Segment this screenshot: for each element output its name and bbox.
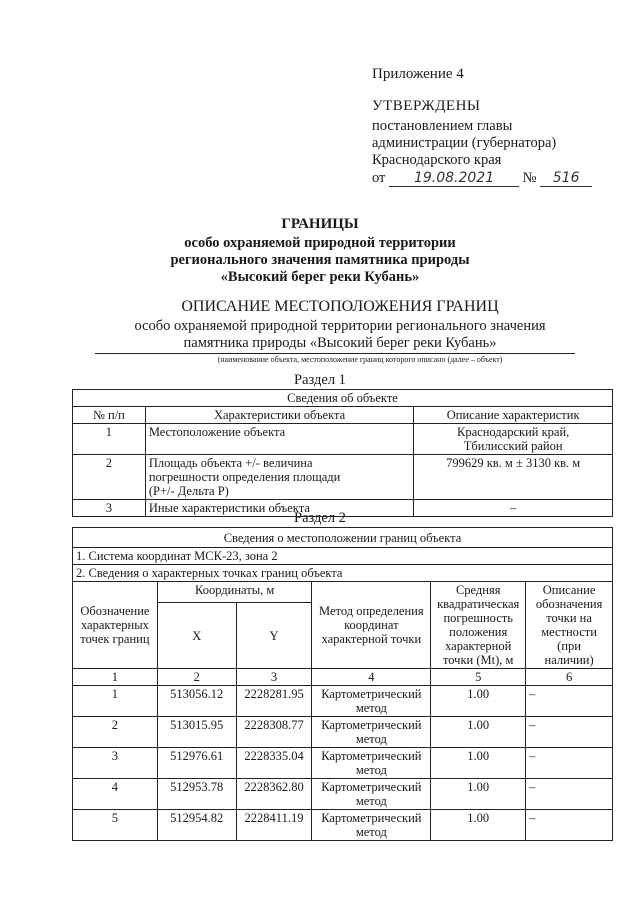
point-number: 3 xyxy=(73,748,158,779)
table-row xyxy=(73,717,613,748)
col-header-description: Описание характеристик xyxy=(414,407,613,424)
col-header-x: X xyxy=(157,603,236,669)
section1-caption: Сведения об объекте xyxy=(73,390,613,407)
description-note: (наименование объекта, местоположение границ которого описано (далее – объект) xyxy=(217,355,503,364)
section2-header-row xyxy=(73,582,613,603)
point-x: 513015.95 xyxy=(157,717,236,748)
row-number: 2 xyxy=(73,455,146,500)
point-number: 2 xyxy=(73,717,158,748)
col-header-designation: Обозначение характерных точек границ xyxy=(73,582,158,669)
description-heading: ОПИСАНИЕ МЕСТОПОЛОЖЕНИЯ ГРАНИЦ xyxy=(181,298,499,315)
coordinate-system: 1. Система координат МСК-23, зона 2 xyxy=(73,548,613,565)
point-number: 4 xyxy=(73,779,158,810)
section2-title: Раздел 2 xyxy=(294,510,346,526)
point-x: 512954.82 xyxy=(157,810,236,841)
approval-line-1: постановлением главы xyxy=(372,118,513,134)
title-line-2: регионального значения памятника природы xyxy=(170,252,470,268)
description-underline xyxy=(95,353,575,354)
column-number: 1 xyxy=(73,669,158,686)
col-header-error: Средняя квадратическая погрешность положения характерной точки (Mt), м xyxy=(431,582,526,669)
point-error: 1.00 xyxy=(431,779,526,810)
point-description: – xyxy=(526,779,613,810)
section2-caption-row xyxy=(73,528,613,548)
points-caption-row xyxy=(73,565,613,582)
point-y: 2228411.19 xyxy=(236,810,312,841)
point-description: – xyxy=(526,717,613,748)
point-x: 512953.78 xyxy=(157,779,236,810)
table-row xyxy=(73,686,613,717)
point-description: – xyxy=(526,810,613,841)
point-method: Картометрический метод xyxy=(312,810,431,841)
point-y: 2228362.80 xyxy=(236,779,312,810)
point-method: Картометрический метод xyxy=(312,748,431,779)
table-row xyxy=(73,455,613,500)
description-line-2: памятника природы «Высокий берег реки Кубань» xyxy=(183,335,497,351)
col-header-method: Метод определения координат характерной точки xyxy=(312,582,431,669)
point-x: 512976.61 xyxy=(157,748,236,779)
table-row xyxy=(73,424,613,455)
section1-caption-row xyxy=(73,390,613,407)
section1-header-row xyxy=(73,407,613,424)
point-description: – xyxy=(526,686,613,717)
column-number: 5 xyxy=(431,669,526,686)
point-number: 5 xyxy=(73,810,158,841)
row-value: Краснодарский край, Тбилисский район xyxy=(414,424,613,455)
number-label: № xyxy=(522,170,537,186)
approved-label: УТВЕРЖДЕНЫ xyxy=(372,98,481,114)
column-numbers-row xyxy=(73,669,613,686)
title-line-1: особо охраняемой природной территории xyxy=(184,235,456,251)
col-header-coordinates: Координаты, м xyxy=(157,582,312,603)
row-characteristic: Иные характеристики объекта xyxy=(145,500,413,517)
section1-table xyxy=(72,389,613,517)
table-row xyxy=(73,810,613,841)
point-method: Картометрический метод xyxy=(312,686,431,717)
row-number: 3 xyxy=(73,500,146,517)
section2-table xyxy=(72,527,613,841)
appendix-label: Приложение 4 xyxy=(372,66,464,82)
col-header-point-description: Описание обозначения точки на местности (при наличии) xyxy=(526,582,613,669)
row-characteristic: Местоположение объекта xyxy=(145,424,413,455)
points-caption: 2. Сведения о характерных точках границ объекта xyxy=(73,565,613,582)
point-y: 2228335.04 xyxy=(236,748,312,779)
point-error: 1.00 xyxy=(431,810,526,841)
point-method: Картометрический метод xyxy=(312,717,431,748)
point-description: – xyxy=(526,748,613,779)
section2-caption: Сведения о местоположении границ объекта xyxy=(73,528,613,548)
point-error: 1.00 xyxy=(431,748,526,779)
row-number: 1 xyxy=(73,424,146,455)
col-header-y: Y xyxy=(236,603,312,669)
date-line xyxy=(372,170,592,187)
system-row xyxy=(73,548,613,565)
point-error: 1.00 xyxy=(431,717,526,748)
point-error: 1.00 xyxy=(431,686,526,717)
column-number: 2 xyxy=(157,669,236,686)
column-number: 4 xyxy=(312,669,431,686)
point-y: 2228308.77 xyxy=(236,717,312,748)
title-main: ГРАНИЦЫ xyxy=(281,216,359,232)
section1-title: Раздел 1 xyxy=(294,372,346,388)
point-x: 513056.12 xyxy=(157,686,236,717)
row-characteristic: Площадь объекта +/- величина погрешности определения площади (P+/- Дельта P) xyxy=(145,455,413,500)
table-row xyxy=(73,779,613,810)
point-number: 1 xyxy=(73,686,158,717)
title-line-3: «Высокий берег реки Кубань» xyxy=(220,269,420,285)
from-label: от xyxy=(372,170,386,186)
point-y: 2228281.95 xyxy=(236,686,312,717)
column-number: 6 xyxy=(526,669,613,686)
point-method: Картометрический метод xyxy=(312,779,431,810)
table-row xyxy=(73,748,613,779)
approval-line-2: администрации (губернатора) xyxy=(372,135,557,151)
col-header-characteristic: Характеристики объекта xyxy=(145,407,413,424)
row-value: 799629 кв. м ± 3130 кв. м xyxy=(414,455,613,500)
approval-date: 19.08.2021 xyxy=(389,170,519,187)
column-number: 3 xyxy=(236,669,312,686)
description-line-1: особо охраняемой природной территории регионального значения xyxy=(134,318,546,334)
row-value: – xyxy=(414,500,613,517)
col-header-number: № п/п xyxy=(73,407,146,424)
approval-number: 516 xyxy=(540,170,592,187)
approval-line-3: Краснодарского края xyxy=(372,152,502,168)
